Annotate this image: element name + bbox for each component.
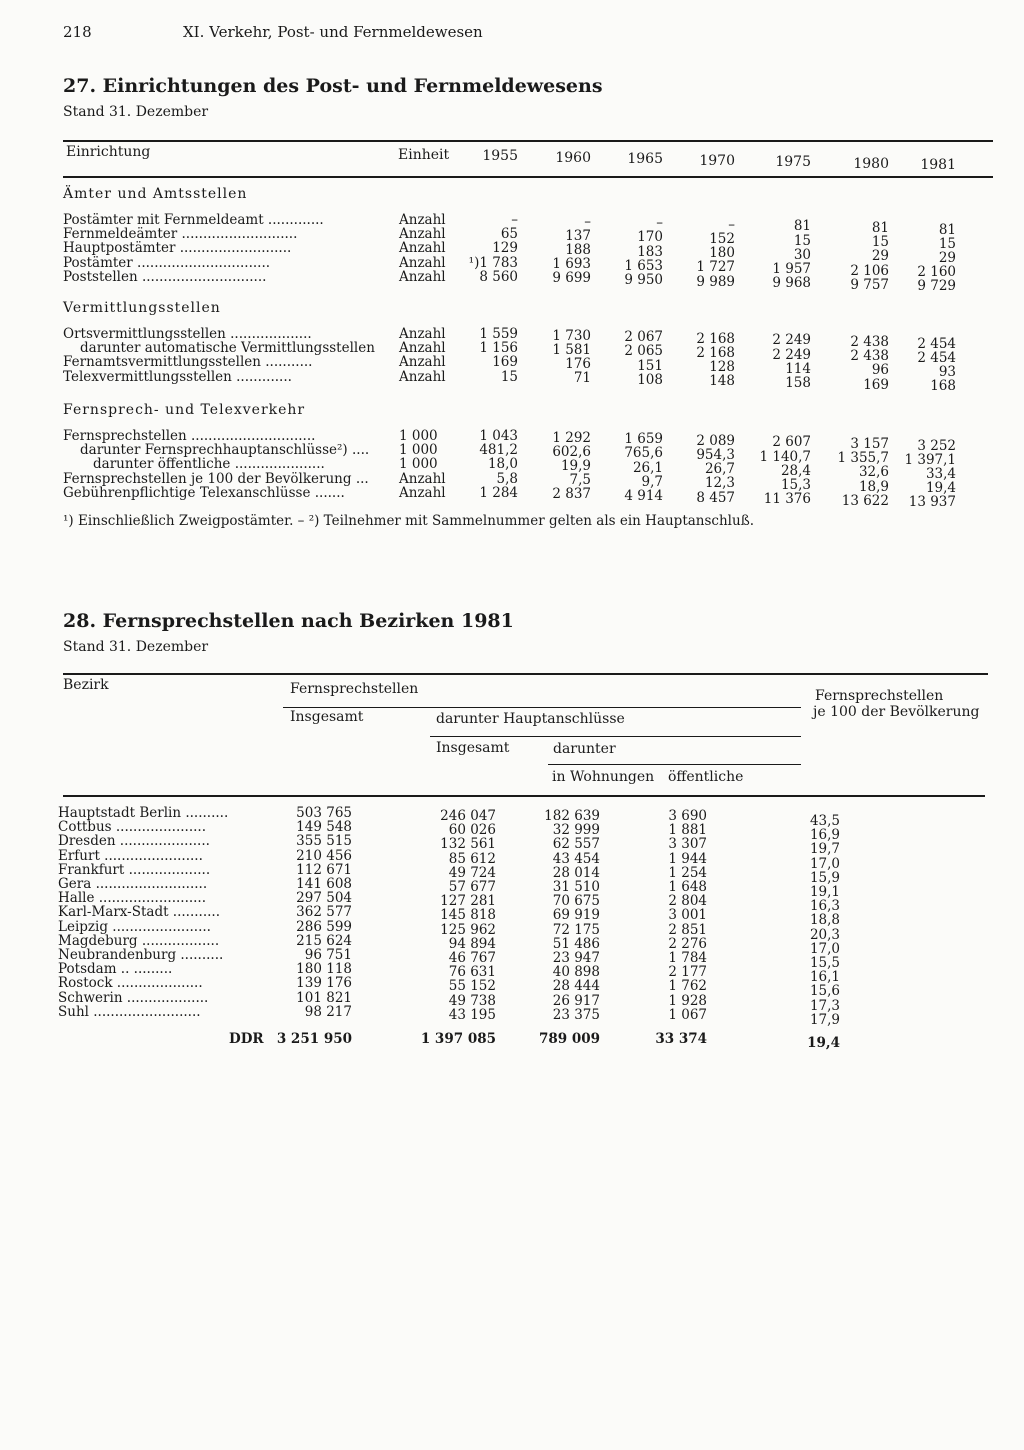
cell-value: 9,7 [641, 473, 663, 490]
cell-value: 29 [871, 248, 889, 265]
total-label: DDR [229, 1031, 264, 1047]
cell-value: 46 767 [448, 950, 496, 966]
cell-value: 81 [871, 220, 889, 236]
cell-value: 1 881 [668, 822, 707, 839]
table-28-stand: Stand 31. Dezember [63, 639, 209, 655]
page-number: 218 [63, 23, 92, 41]
cell-value: 15 [793, 232, 811, 249]
year-header: 1970 [699, 152, 735, 169]
row-label: Poststellen ............................. [63, 268, 267, 285]
cell-value: 1 730 [552, 327, 591, 344]
cell-value: 188 [565, 242, 591, 258]
table-27-header-rule [63, 176, 993, 178]
cell-value: 2 607 [772, 434, 811, 451]
cell-value: 23 375 [552, 1006, 600, 1023]
bezirk-label: Frankfurt ................... [58, 861, 211, 878]
cell-value: 183 [637, 243, 663, 260]
t28-col-je100-b: je 100 der Bevölkerung [813, 704, 980, 720]
cell-value: 145 818 [440, 907, 496, 924]
cell-value: 51 486 [552, 935, 600, 952]
bezirk-label: Hauptstadt Berlin .......... [58, 805, 229, 821]
cell-value: 2 837 [552, 486, 591, 503]
cell-value: 297 504 [296, 890, 352, 907]
cell-value: 19,1 [809, 884, 840, 900]
cell-value: 1 254 [668, 864, 707, 881]
cell-value: 170 [637, 229, 663, 246]
t28-col-darunter-haupt: darunter Hauptanschlüsse [436, 711, 625, 727]
row-unit: Anzahl [399, 268, 446, 285]
cell-value: 15 [938, 235, 956, 252]
cell-value: 43 195 [448, 1006, 496, 1023]
cell-value: 1 944 [668, 850, 707, 867]
cell-value: 65 [500, 226, 518, 243]
cell-value: 355 515 [296, 833, 352, 850]
cell-value: 9 757 [850, 276, 889, 293]
bezirk-label: Rostock .................... [58, 975, 203, 992]
cell-value: 2 168 [696, 330, 735, 347]
bezirk-label: Magdeburg .................. [58, 932, 220, 949]
cell-value: 81 [793, 218, 811, 235]
year-header: 1955 [482, 148, 518, 164]
row-label: Fernamtsvermittlungsstellen ........... [63, 354, 313, 371]
cell-value: 1 559 [479, 326, 518, 342]
cell-value: 2 177 [668, 964, 707, 981]
cell-value: 9 968 [772, 275, 811, 292]
t28-col-bezirk: Bezirk [63, 677, 109, 693]
cell-value: 132 561 [440, 836, 496, 853]
year-header: 1981 [920, 157, 956, 173]
cell-value: 17,3 [809, 997, 840, 1014]
cell-value: 182 639 [544, 808, 600, 824]
cell-value: 15,9 [809, 869, 840, 886]
cell-value: 15,5 [809, 955, 840, 971]
table-27-stand: Stand 31. Dezember [63, 104, 209, 120]
t28-col-insgesamt2: Insgesamt [436, 740, 510, 756]
row-label: Telexvermittlungsstellen ............. [63, 368, 292, 385]
t28-col-fernsprechstellen: Fernsprechstellen [290, 681, 419, 697]
bezirk-label: Gera .......................... [58, 876, 208, 892]
cell-value: 16,1 [809, 969, 840, 986]
t28-col-wohnungen: in Wohnungen [552, 769, 655, 785]
cell-value: 246 047 [440, 808, 496, 824]
cell-value: 1 727 [696, 259, 735, 276]
cell-value: 128 [709, 359, 735, 376]
bezirk-label: Neubrandenburg .......... [58, 947, 224, 963]
year-header: 1975 [775, 154, 811, 170]
cell-value: 108 [637, 371, 663, 388]
cell-value: 5,8 [496, 470, 518, 487]
cell-value: 169 [863, 376, 889, 393]
cell-value: 4 914 [624, 488, 663, 504]
cell-value: 1 284 [479, 484, 518, 501]
t28-col-je100-a: Fernsprechstellen [815, 688, 944, 704]
cell-value: 1 043 [479, 428, 518, 444]
cell-value: 62 557 [552, 836, 600, 853]
bezirk-label: Karl-Marx-Stadt ........... [58, 904, 221, 921]
bezirk-label: Leipzig ....................... [58, 918, 211, 935]
row-label: Hauptpostämter .......................... [63, 240, 292, 257]
cell-value: 32,6 [858, 464, 889, 481]
cell-value: 20,3 [809, 926, 840, 943]
row-unit: Anzahl [399, 326, 446, 342]
cell-value: 1 957 [772, 261, 811, 277]
t28-col-darunter: darunter [553, 741, 616, 757]
cell-value: 1 067 [668, 1006, 707, 1023]
cell-value: 72 175 [552, 921, 600, 938]
running-head: XI. Verkehr, Post- und Fernmeldewesen [183, 23, 483, 41]
row-label: darunter automatische Vermittlungsstellen [80, 340, 375, 357]
cell-value: 49 738 [448, 992, 496, 1009]
row-unit: Anzahl [399, 484, 446, 501]
cell-value: 18,8 [809, 912, 840, 929]
cell-value: 28 444 [552, 978, 600, 995]
cell-value: 28 014 [552, 864, 600, 881]
cell-value: 2 851 [668, 921, 707, 938]
row-unit: Anzahl [399, 470, 446, 487]
cell-value: 9 950 [624, 272, 663, 288]
cell-value: 481,2 [479, 442, 518, 459]
cell-value: 176 [565, 356, 591, 372]
cell-value: 1 693 [552, 256, 591, 273]
cell-value: 3 001 [668, 907, 707, 924]
cell-value: – [584, 213, 591, 230]
cell-value: 1 140,7 [759, 448, 811, 465]
cell-value: 13 937 [908, 494, 956, 511]
cell-value: 2 276 [668, 935, 707, 952]
row-label: Postämter mit Fernmeldeamt ............. [63, 212, 324, 228]
row-unit: Anzahl [399, 254, 446, 271]
cell-value: 85 612 [448, 850, 496, 867]
cell-value: 9 989 [696, 273, 735, 290]
bezirk-label: Suhl ......................... [58, 1003, 201, 1020]
row-label: Fernsprechstellen ............................. [63, 428, 316, 444]
cell-value: 2 438 [850, 334, 889, 350]
cell-value: 15,6 [809, 983, 840, 1000]
cell-value: 71 [573, 370, 591, 387]
cell-value: 141 608 [296, 876, 352, 892]
cell-value: 17,0 [809, 940, 840, 957]
cell-value: 2 454 [917, 335, 956, 352]
cell-value: 151 [637, 357, 663, 374]
cell-value: 23 947 [552, 950, 600, 966]
cell-value: 148 [709, 373, 735, 390]
cell-value: 169 [492, 354, 518, 371]
year-header: 1965 [627, 151, 663, 167]
cell-value: 2 067 [624, 329, 663, 346]
row-label: Gebührenpflichtige Telexanschlüsse ....... [63, 484, 345, 501]
cell-value: 70 675 [552, 893, 600, 910]
t28-rule-c [548, 764, 801, 765]
row-unit: Anzahl [399, 340, 446, 357]
cell-value: 7,5 [569, 472, 591, 489]
bezirk-label: Schwerin ................... [58, 989, 209, 1006]
total-value: 33 374 [655, 1031, 707, 1047]
cell-value: 602,6 [552, 443, 591, 460]
table-28-top-rule [63, 673, 988, 675]
row-label: darunter Fernsprechhauptanschlüsse²) .... [80, 442, 370, 459]
cell-value: 43 454 [552, 850, 600, 867]
cell-value: 40 898 [552, 964, 600, 981]
cell-value: 31 510 [552, 879, 600, 895]
cell-value: 158 [785, 375, 811, 391]
cell-value: 180 118 [296, 961, 352, 978]
row-label: Fernmeldeämter ........................... [63, 226, 298, 243]
cell-value: 1 156 [479, 340, 518, 357]
section-title: Fernsprech- und Telexverkehr [63, 402, 306, 418]
cell-value: 26 917 [552, 992, 600, 1009]
cell-value: 98 217 [304, 1003, 352, 1020]
cell-value: 32 999 [552, 822, 600, 839]
cell-value: 215 624 [296, 932, 352, 949]
row-unit: Anzahl [399, 354, 446, 371]
cell-value: 18,9 [858, 478, 889, 495]
row-unit: Anzahl [399, 240, 446, 257]
cell-value: 3 690 [668, 808, 707, 824]
bezirk-label: Halle ......................... [58, 890, 207, 907]
cell-value: 19,9 [560, 458, 591, 474]
cell-value: 127 281 [440, 893, 496, 910]
cell-value: 57 677 [448, 879, 496, 895]
cell-value: 33,4 [925, 466, 956, 482]
cell-value: 96 751 [304, 947, 352, 963]
cell-value: 69 919 [552, 907, 600, 924]
cell-value: 3 252 [917, 437, 956, 454]
cell-value: 1 648 [668, 879, 707, 895]
table-28-title: 28. Fernsprechstellen nach Bezirken 1981 [63, 610, 514, 632]
cell-value: 362 577 [296, 904, 352, 921]
cell-value: 2 438 [850, 348, 889, 365]
cell-value: 17,0 [809, 855, 840, 872]
section-title: Ämter und Amtsstellen [63, 186, 248, 202]
cell-value: 765,6 [624, 445, 663, 462]
cell-value: 1 784 [668, 950, 707, 966]
cell-value: 125 962 [440, 921, 496, 938]
cell-value: 149 548 [296, 819, 352, 836]
cell-value: 1 292 [552, 429, 591, 446]
row-unit: 1 000 [399, 428, 438, 444]
cell-value: 286 599 [296, 918, 352, 935]
cell-value: 114 [785, 360, 811, 377]
cell-value: 30 [793, 246, 811, 263]
cell-value: 19,7 [809, 841, 840, 858]
row-unit: Anzahl [399, 226, 446, 243]
total-value: 3 251 950 [276, 1031, 352, 1047]
cell-value: 2 249 [772, 332, 811, 349]
total-value: 789 009 [538, 1031, 600, 1047]
row-unit: Anzahl [399, 368, 446, 385]
cell-value: 503 765 [296, 805, 352, 821]
cell-value: 93 [938, 364, 956, 380]
cell-value: 168 [930, 378, 956, 395]
row-unit: 1 000 [399, 442, 438, 459]
cell-value: 2 454 [917, 349, 956, 366]
cell-value: 1 653 [624, 257, 663, 274]
cell-value: 137 [565, 227, 591, 244]
row-label: darunter öffentliche ..................... [93, 456, 325, 473]
row-label: Ortsvermittlungsstellen ................... [63, 326, 312, 342]
cell-value: – [511, 212, 518, 228]
table-28-header-rule [63, 795, 985, 797]
cell-value: 76 631 [448, 964, 496, 981]
cell-value: – [656, 215, 663, 232]
cell-value: ¹)1 783 [468, 254, 518, 271]
cell-value: 26,1 [632, 459, 663, 476]
cell-value: 180 [709, 245, 735, 262]
cell-value: 2 089 [696, 432, 735, 449]
cell-value: 60 026 [448, 822, 496, 839]
cell-value: 8 560 [479, 268, 518, 285]
cell-value: 1 355,7 [837, 450, 889, 467]
cell-value: 954,3 [696, 447, 735, 463]
row-unit: Anzahl [399, 212, 446, 228]
cell-value: 2 160 [917, 264, 956, 281]
cell-value: 96 [871, 362, 889, 379]
row-label: Postämter ............................... [63, 254, 271, 271]
cell-value: 2 065 [624, 343, 663, 360]
table-27-title: 27. Einrichtungen des Post- und Fernmeldewesens [63, 75, 603, 97]
t27-col-einrichtung: Einrichtung [66, 144, 151, 160]
cell-value: 2 106 [850, 262, 889, 279]
cell-value: 1 762 [668, 978, 707, 995]
cell-value: 101 821 [296, 989, 352, 1006]
cell-value: 129 [492, 240, 518, 257]
cell-value: 112 671 [296, 861, 352, 878]
cell-value: 15,3 [780, 477, 811, 493]
row-unit: 1 000 [399, 456, 438, 473]
cell-value: 18,0 [487, 456, 518, 473]
cell-value: 139 176 [296, 975, 352, 992]
cell-value: 9 729 [917, 278, 956, 295]
cell-value: 12,3 [704, 475, 735, 492]
table-27-footnote: ¹) Einschließlich Zweigpostämter. – ²) Teilnehmer mit Sammelnummer gelten als ein Hauptanschluß. [63, 513, 754, 529]
row-label: Fernsprechstellen je 100 der Bevölkerung ... [63, 470, 369, 487]
cell-value: 94 894 [448, 935, 496, 952]
cell-value: 8 457 [696, 489, 735, 506]
cell-value: 3 307 [668, 836, 707, 853]
cell-value: 49 724 [448, 864, 496, 881]
bezirk-label: Erfurt ....................... [58, 847, 203, 864]
cell-value: 16,9 [809, 827, 840, 844]
t28-col-insgesamt: Insgesamt [290, 709, 364, 725]
year-header: 1980 [853, 155, 889, 172]
cell-value: 3 157 [850, 436, 889, 452]
cell-value: 11 376 [763, 491, 811, 508]
cell-value: 152 [709, 231, 735, 247]
cell-value: 81 [938, 221, 956, 238]
cell-value: 2 804 [668, 893, 707, 910]
total-value: 1 397 085 [420, 1031, 496, 1047]
cell-value: – [728, 216, 735, 233]
cell-value: 1 659 [624, 431, 663, 448]
cell-value: 19,4 [925, 480, 956, 497]
cell-value: 15 [500, 368, 518, 385]
cell-value: 55 152 [448, 978, 496, 995]
cell-value: 28,4 [780, 462, 811, 479]
cell-value: 13 622 [841, 492, 889, 509]
t27-col-einheit: Einheit [398, 147, 450, 163]
table-27-top-rule [63, 140, 993, 142]
bezirk-label: Potsdam .. ......... [58, 961, 173, 978]
bezirk-label: Cottbus ..................... [58, 819, 206, 836]
section-title: Vermittlungsstellen [63, 300, 221, 316]
cell-value: 210 456 [296, 847, 352, 864]
cell-value: 1 928 [668, 992, 707, 1009]
cell-value: 17,9 [809, 1011, 840, 1028]
year-header: 1960 [555, 149, 591, 166]
cell-value: 2 249 [772, 346, 811, 363]
cell-value: 9 699 [552, 270, 591, 287]
total-value: 19,4 [807, 1035, 840, 1051]
cell-value: 43,5 [809, 813, 840, 829]
t28-rule-b [430, 736, 801, 737]
t28-col-oeffentliche: öffentliche [668, 769, 744, 785]
cell-value: 1 397,1 [904, 451, 956, 468]
cell-value: 2 168 [696, 345, 735, 361]
cell-value: 16,3 [809, 898, 840, 915]
cell-value: 26,7 [704, 461, 735, 478]
t28-rule-a [283, 707, 801, 708]
cell-value: 15 [871, 234, 889, 251]
cell-value: 29 [938, 250, 956, 266]
bezirk-label: Dresden ..................... [58, 833, 210, 850]
cell-value: 1 581 [552, 341, 591, 358]
